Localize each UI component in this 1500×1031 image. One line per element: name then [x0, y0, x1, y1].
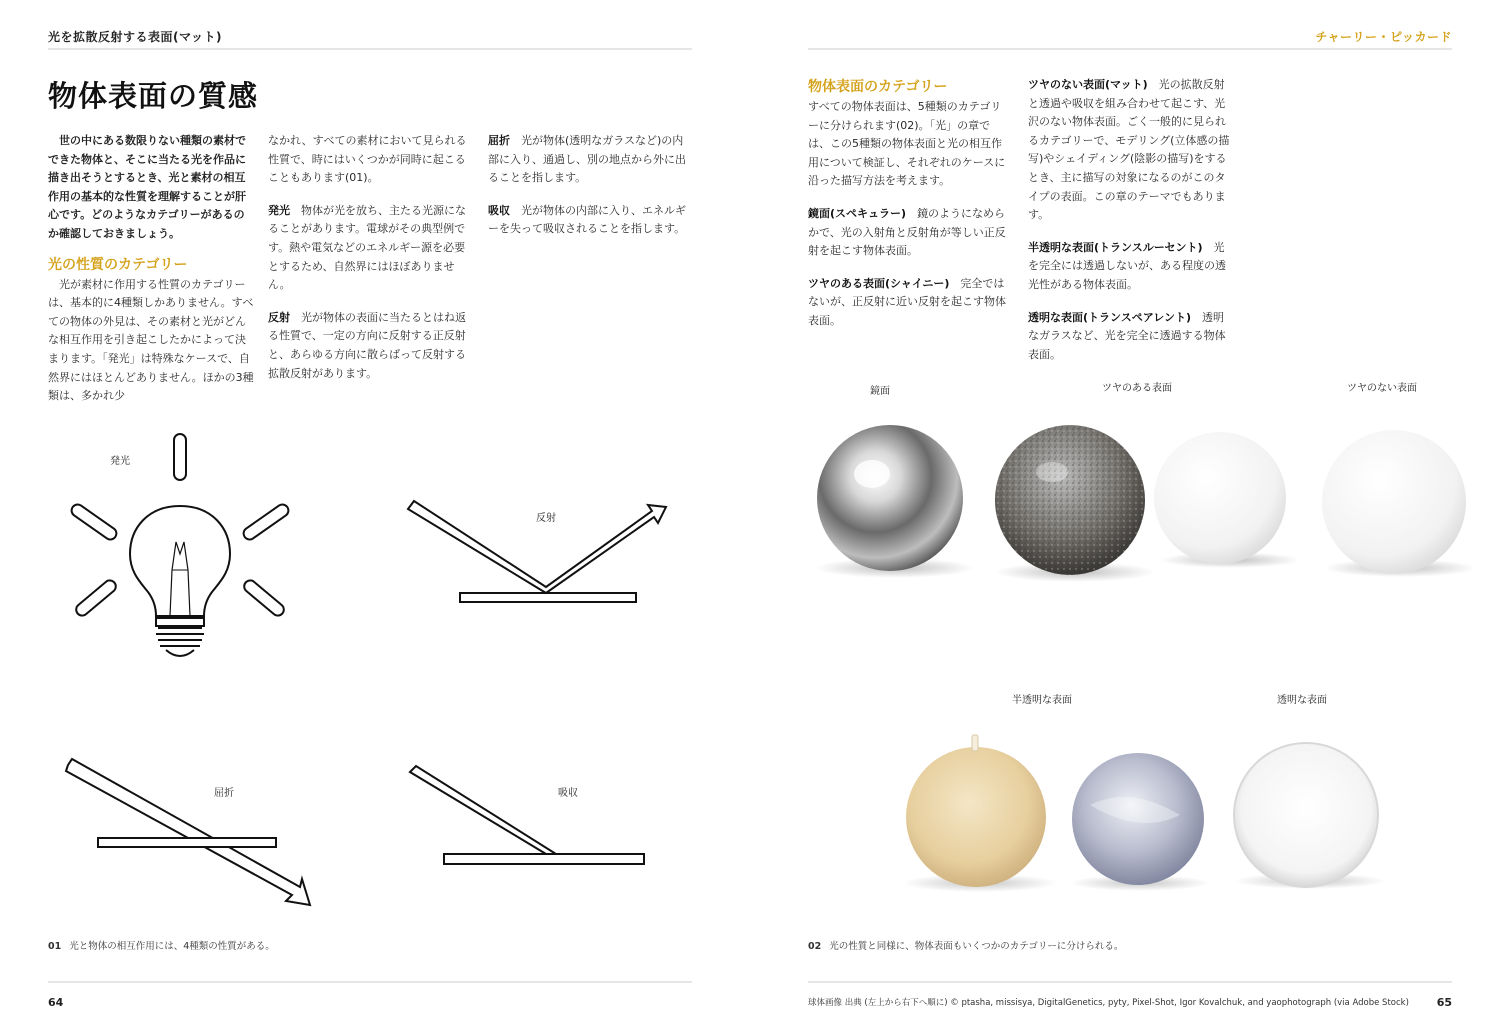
- label-matte: ツヤのない表面: [1347, 383, 1417, 394]
- entry-matte: [1028, 76, 1234, 225]
- entry-absorption: [488, 202, 692, 239]
- page-number: 65: [1436, 996, 1452, 1009]
- entry-text: 完全ではないが、正反射に近い反射を起こす物体表面。: [808, 276, 1006, 327]
- footer-rule: [48, 981, 692, 983]
- entry-text: 光が物体(透明なガラスなど)の内部に入り、通過し、別の地点から外に出ることを指します。: [488, 134, 686, 185]
- matte-sphere-1: [1154, 432, 1286, 564]
- caption-number: 01: [48, 941, 62, 952]
- entry-text: 透明なガラスなど、光を完全に透過する物体表面。: [1028, 310, 1226, 361]
- text-column-2: [1028, 76, 1234, 378]
- right-page: [750, 0, 1500, 1031]
- ray-lower-right: [242, 578, 286, 618]
- matte-sphere-2: [1322, 430, 1466, 574]
- text-column-1: [808, 76, 1012, 345]
- label-refraction: 屈折: [214, 788, 234, 799]
- header-rule: [808, 48, 1452, 50]
- entry-shiny: [808, 275, 1012, 331]
- ray-upper-right: [241, 502, 290, 542]
- text-column-3: [488, 132, 692, 253]
- entry-text: 光が物体の内部に入り、エネルギーを失って吸収されることを指します。: [488, 203, 686, 236]
- entry-text: 光が物体の表面に当たるとはね返る性質で、一定の方向に反射する正反射と、あらゆる方向に散らばって反射する拡散反射があります。: [268, 310, 466, 380]
- label-absorption: 吸収: [558, 788, 578, 799]
- entry-text: 物体が光を放ち、主たる光源になることがあります。電球がその典型例です。熱や電気などのエネルギー源を必要とするため、自然界にはほぼありません。: [268, 203, 466, 292]
- label-mirror: 鏡面: [870, 386, 890, 397]
- absorption-diagram: [400, 760, 660, 880]
- caption-text: 光の性質と同様に、物体表面もいくつかのカテゴリーに分けられる。: [829, 941, 1124, 952]
- candle-wick: [972, 735, 978, 751]
- section-heading: 光の性質のカテゴリー: [48, 256, 188, 273]
- label-shiny: ツヤのある表面: [1102, 383, 1172, 394]
- section-body: すべての物体表面は、5種類のカテゴリーに分けられます(02)。「光」の章では、この5種類の物体表面と光の相互作用について検証し、それぞれのケースに沿った描写方法を考えます。: [808, 100, 1006, 188]
- entry-text: 光を完全には透過しないが、ある程度の透光性がある物体表面。: [1028, 240, 1226, 291]
- caption-text: 光と物体の相互作用には、4種類の性質がある。: [69, 941, 275, 952]
- label-reflection: 反射: [536, 513, 556, 524]
- figure-caption-02: [808, 938, 1123, 952]
- entry-term: 反射: [268, 310, 290, 324]
- header-rule: [48, 48, 692, 50]
- ray-top: [174, 434, 186, 480]
- refraction-diagram: [60, 755, 320, 915]
- section-heading: 物体表面のカテゴリー: [808, 79, 948, 95]
- spheres-bottom-row: [890, 725, 1410, 895]
- label-transparent: 透明な表面: [1277, 695, 1327, 706]
- entry-term: 発光: [268, 203, 290, 217]
- entry-emission: [268, 202, 472, 295]
- page-number: 64: [48, 996, 64, 1009]
- mirror-sphere: [817, 425, 963, 571]
- figure-caption-01: [48, 938, 275, 952]
- entry-text: 光の拡散反射と透過や吸収を組み合わせて起こす、光沢のない物体表面。ごく一般的に見られるカテゴリーで、モデリング(立体感の描写)やシェイディング(陰影の描写)をするとき、主に描写の対象になるのがこのタイプの表面。この章のテーマでもあります。: [1028, 78, 1230, 222]
- entry-text: 鏡のようになめらかで、光の入射角と反射角が等しい正反射を起こす物体表面。: [808, 206, 1006, 258]
- translucent-candle-sphere: [906, 747, 1046, 887]
- entry-term: 半透明な表面(トランスルーセント): [1028, 240, 1203, 254]
- entry-mirror: [808, 205, 1012, 261]
- footer-rule: [808, 981, 1452, 983]
- entry-transparent: [1028, 309, 1234, 365]
- lead-paragraph: 世の中にある数限りない種類の素材でできた物体と、そこに当たる光を作品に描き出そうとするとき、光と素材の相互作用の基本的な性質を理解することが肝心です。どのようなカテゴリーがあるのか確認しておきましょう。: [48, 134, 246, 240]
- reflection-diagram: [400, 495, 680, 615]
- ray-upper-left: [69, 502, 118, 542]
- running-head-left: 光を拡散反射する表面(マット): [48, 30, 222, 44]
- image-credit: 球体画像 出典 (左上から右下へ順に) © ptasha, missisya, DigitalGenetics, pyty, Pixel-Shot, Igor Kovalchuk, and yaophotograph (via Adobe Stock): [808, 998, 1409, 1008]
- bulb-outline: [130, 506, 230, 656]
- lightbulb-diagram: [60, 430, 300, 670]
- ray-lower-left: [74, 578, 118, 618]
- label-translucent: 半透明な表面: [1012, 695, 1072, 706]
- entry-term: 屈折: [488, 134, 510, 147]
- entry-term: 透明な表面(トランスペアレント): [1028, 310, 1192, 324]
- section-body: 光が素材に作用する性質のカテゴリーは、基本的に4種類しかありません。すべての物体の外見は、その素材と光がどんな相互作用を引き起こしたかによって決まります。「発光」は特殊なケースで、自然界にはほとんどありません。ほかの3種類は、多かれ少: [48, 277, 254, 403]
- caption-number: 02: [808, 941, 822, 952]
- entry-term: 鏡面(スペキュラー): [808, 206, 907, 220]
- label-emission: 発光: [110, 456, 130, 467]
- text-column-2: [268, 132, 472, 397]
- text-column-1: [48, 132, 254, 406]
- spheres-top-row: [790, 410, 1490, 600]
- entry-term: ツヤのある表面(シャイニー): [808, 276, 950, 290]
- entry-translucent: [1028, 239, 1234, 295]
- entry-reflection: [268, 309, 472, 383]
- running-head-right: チャーリー・ピッカード: [1315, 30, 1452, 44]
- entry-term: ツヤのない表面(マット): [1028, 78, 1148, 91]
- continued-paragraph: なかれ、すべての素材において見られる性質で、時にはいくつかが同時に起こることもあります(01)。: [268, 134, 467, 185]
- entry-refraction: [488, 132, 692, 188]
- entry-term: 吸収: [488, 203, 510, 217]
- page-title: 物体表面の質感: [48, 79, 259, 113]
